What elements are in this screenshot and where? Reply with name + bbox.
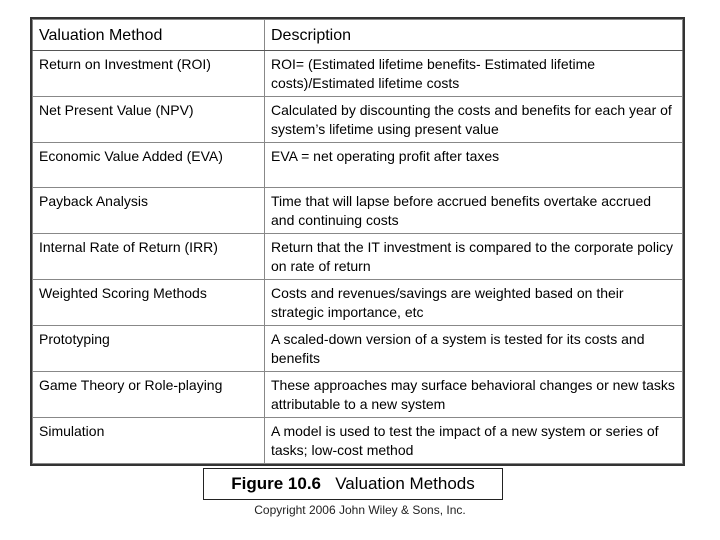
description-cell: A model is used to test the impact of a new system or series of tasks; low-cost method	[265, 418, 683, 464]
figure-caption	[203, 468, 503, 500]
description-cell: Time that will lapse before accrued benefits overtake accrued and continuing costs	[265, 188, 683, 234]
description-cell: These approaches may surface behavioral changes or new tasks attributable to a new system	[265, 372, 683, 418]
method-cell: Economic Value Added (EVA)	[33, 143, 265, 188]
header-valuation-method: Valuation Method	[33, 20, 265, 51]
description-cell: Costs and revenues/savings are weighted based on their strategic importance, etc	[265, 280, 683, 326]
description-cell: A scaled-down version of a system is tested for its costs and benefits	[265, 326, 683, 372]
method-cell: Prototyping	[33, 326, 265, 372]
method-cell: Game Theory or Role-playing	[33, 372, 265, 418]
table-row	[33, 51, 683, 97]
figure-label: Figure 10.6	[231, 474, 322, 493]
table-header-row	[33, 20, 683, 51]
table-row	[33, 418, 683, 464]
table-row	[33, 372, 683, 418]
header-description: Description	[265, 20, 683, 51]
figure-title: Valuation Methods	[335, 474, 475, 493]
copyright-notice: Copyright 2006 John Wiley & Sons, Inc.	[254, 503, 466, 517]
table-row	[33, 234, 683, 280]
method-cell: Return on Investment (ROI)	[33, 51, 265, 97]
method-cell: Payback Analysis	[33, 188, 265, 234]
description-cell: Return that the IT investment is compared to the corporate policy on rate of return	[265, 234, 683, 280]
description-cell: Calculated by discounting the costs and benefits for each year of system’s lifetime using present value	[265, 97, 683, 143]
method-cell: Internal Rate of Return (IRR)	[33, 234, 265, 280]
valuation-table	[32, 19, 683, 464]
table-row	[33, 188, 683, 234]
table-row	[33, 97, 683, 143]
method-cell: Weighted Scoring Methods	[33, 280, 265, 326]
description-cell: EVA = net operating profit after taxes	[265, 143, 683, 188]
method-cell: Net Present Value (NPV)	[33, 97, 265, 143]
valuation-methods-table	[30, 17, 685, 466]
table-row	[33, 326, 683, 372]
description-cell: ROI= (Estimated lifetime benefits- Estimated lifetime costs)/Estimated lifetime costs	[265, 51, 683, 97]
table-row	[33, 280, 683, 326]
table-row	[33, 143, 683, 188]
method-cell: Simulation	[33, 418, 265, 464]
